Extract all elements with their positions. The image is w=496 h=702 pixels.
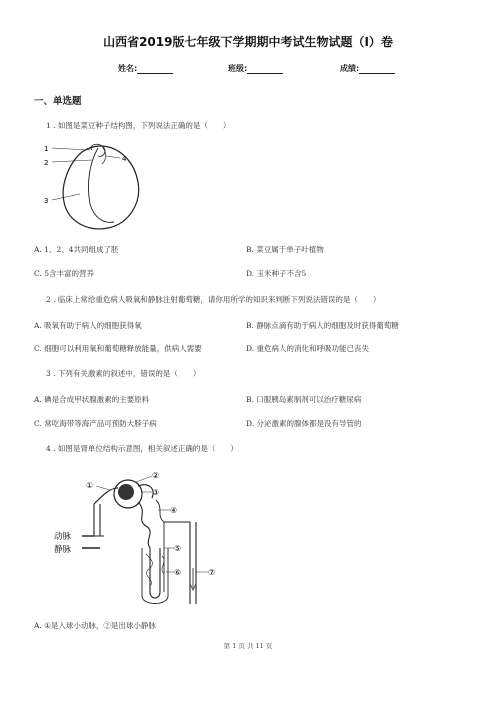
nephron-figure [52, 464, 234, 614]
class-label: 班级: [228, 64, 248, 73]
artery-label: 动脉 [54, 532, 72, 542]
q3-option-d[interactable]: D. 分泌激素的腺体都是没有导管的 [246, 419, 362, 428]
score-blank [359, 65, 395, 74]
nephron-label-6: ⑥ [174, 568, 182, 577]
nephron-label-4: ④ [170, 506, 178, 515]
q1-option-d[interactable]: D. 玉米种子不含5 [246, 269, 307, 278]
name-label: 姓名: [118, 64, 138, 73]
q2-option-b[interactable]: B. 静脉点滴有助于病人的细胞及时获得葡萄糖 [246, 321, 399, 330]
page-title: 山西省2019版七年级下学期期中考试生物试题（I）卷 [103, 35, 393, 49]
bean-seed-figure [42, 138, 162, 236]
nephron-label-3: ③ [152, 488, 160, 497]
seed-label-3: 3 [44, 197, 49, 205]
question-4-stem: 4 . 如图是肾单位结构示意图，相关叙述正确的是（ ） [46, 444, 238, 453]
q3-option-b[interactable]: B. 口服胰岛素制剂可以治疗糖尿病 [246, 395, 362, 404]
nephron-label-7: ⑦ [208, 568, 216, 577]
q1-option-b[interactable]: B. 菜豆属于单子叶植物 [246, 245, 324, 254]
name-field [118, 63, 173, 74]
nephron-label-1: ① [86, 481, 94, 490]
q3-option-c[interactable]: C. 常吃海带等海产品可预防大脖子病 [34, 419, 157, 428]
q3-option-a[interactable]: A. 碘是合成甲状腺激素的主要原料 [34, 395, 150, 404]
vein-label: 静脉 [54, 545, 72, 555]
page-footer: 第 1 页 共 11 页 [223, 642, 273, 650]
nephron-label-2: ② [152, 471, 160, 480]
score-field [340, 63, 395, 74]
seed-label-1: 1 [44, 145, 49, 153]
seed-label-2: 2 [44, 159, 49, 167]
section-title: 一、单选题 [34, 96, 82, 107]
name-blank [137, 65, 173, 74]
q2-option-d[interactable]: D. 重危病人的消化和呼吸功能已丧失 [246, 344, 370, 353]
q1-option-c[interactable]: C. 5含丰富的营养 [34, 269, 95, 278]
score-label: 成绩: [340, 64, 360, 73]
nephron-label-5: ⑤ [174, 544, 182, 553]
q2-option-c[interactable]: C. 细胞可以利用氧和葡萄糖释放能量，供病人需要 [34, 344, 202, 353]
q4-option-a[interactable]: A. ①是入球小动脉，②是出球小静脉 [34, 621, 156, 630]
question-3-stem: 3 . 下列有关激素的叙述中，错误的是（ ） [46, 369, 201, 378]
q1-option-a[interactable]: A. 1、2、4共同组成了胚 [34, 245, 119, 254]
class-blank [247, 65, 283, 74]
q2-option-a[interactable]: A. 吸氧有助于病人的细胞获得氧 [34, 321, 142, 330]
class-field [228, 63, 283, 74]
seed-label-4: 4 [122, 155, 127, 163]
question-2-stem: 2 . 临床上常给重危病人吸氧和静脉注射葡萄糖，请你用所学的知识来判断下列说法错误的是（ ） [46, 295, 381, 304]
question-1-stem: 1 . 如图是菜豆种子结构图，下列说法正确的是（ ） [46, 121, 231, 130]
